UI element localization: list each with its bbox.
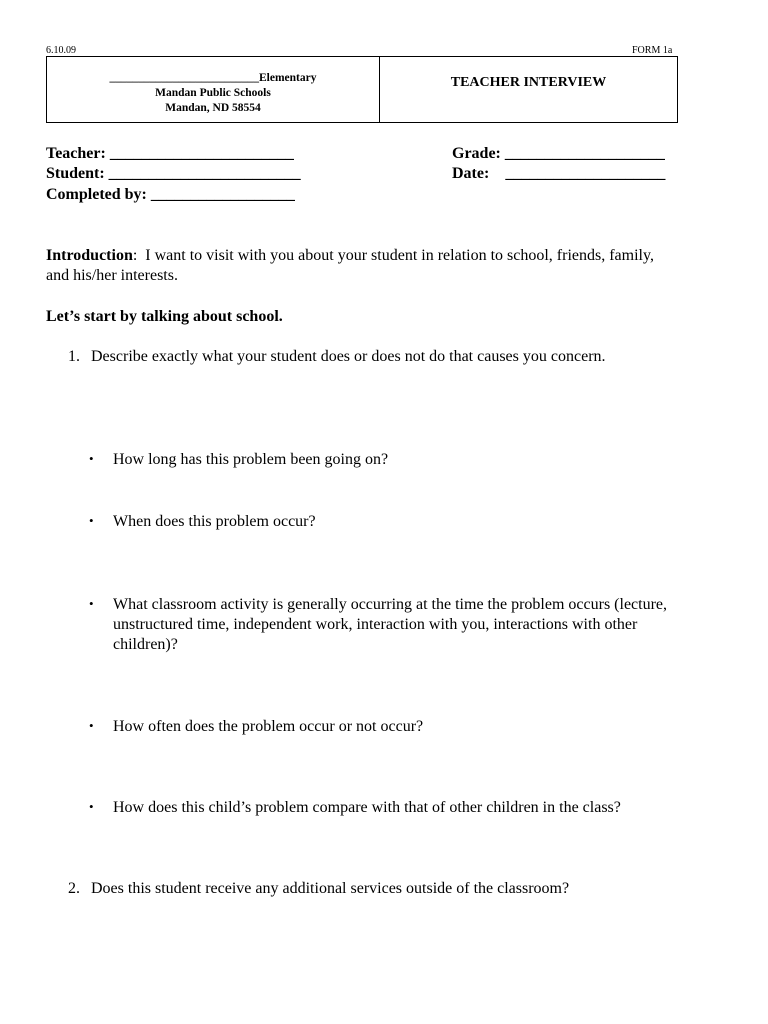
question-2-number: 2. <box>68 880 80 897</box>
question-1-text: Describe exactly what your student does or does not do that causes you concern. <box>91 348 606 365</box>
bullet-icon: • <box>89 451 94 466</box>
bullet-icon: • <box>89 513 94 528</box>
header-box <box>46 56 678 123</box>
date-field[interactable]: Date: ____________________ <box>452 165 666 182</box>
school-info <box>47 71 379 116</box>
form-code: FORM 1a <box>632 45 673 56</box>
student-field[interactable]: Student: ________________________ <box>46 165 301 182</box>
bullet-2-text: When does this problem occur? <box>113 513 316 530</box>
school-name-line: __________________________Elementary <box>109 72 317 84</box>
intro-label: Introduction <box>46 247 133 264</box>
bullet-3-line-1: What classroom activity is generally occurring at the time the problem occurs (lecture, <box>113 596 668 613</box>
question-1-number: 1. <box>68 348 80 365</box>
bullet-icon: • <box>89 596 94 611</box>
bullet-4-text: How often does the problem occur or not occur? <box>113 718 424 735</box>
bullet-icon: • <box>89 799 94 814</box>
section-heading: Let’s start by talking about school. <box>46 308 283 325</box>
form-date-code: 6.10.09 <box>46 45 76 56</box>
question-2-text: Does this student receive any additional services outside of the classroom? <box>91 880 570 897</box>
bullet-3-line-3: children)? <box>113 636 178 653</box>
intro-text-2: and his/her interests. <box>46 267 178 284</box>
teacher-field[interactable]: Teacher: _______________________ <box>46 145 294 162</box>
form-title: TEACHER INTERVIEW <box>450 75 607 90</box>
bullet-5-text: How does this child’s problem compare with that of other children in the class? <box>113 799 621 816</box>
bullet-icon: • <box>89 718 94 733</box>
intro-text-1: : I want to visit with you about your student in relation to school, friends, family, <box>132 247 654 264</box>
completed-by-field[interactable]: Completed by: __________________ <box>46 186 295 203</box>
grade-field[interactable]: Grade: ____________________ <box>452 145 665 162</box>
district-name: Mandan Public Schools <box>155 87 271 99</box>
bullet-3-line-2: unstructured time, independent work, interaction with you, interactions with other <box>113 616 638 633</box>
bullet-1-text: How long has this problem been going on? <box>113 451 389 468</box>
intro-line-1 <box>46 246 654 266</box>
district-address: Mandan, ND 58554 <box>165 102 261 114</box>
